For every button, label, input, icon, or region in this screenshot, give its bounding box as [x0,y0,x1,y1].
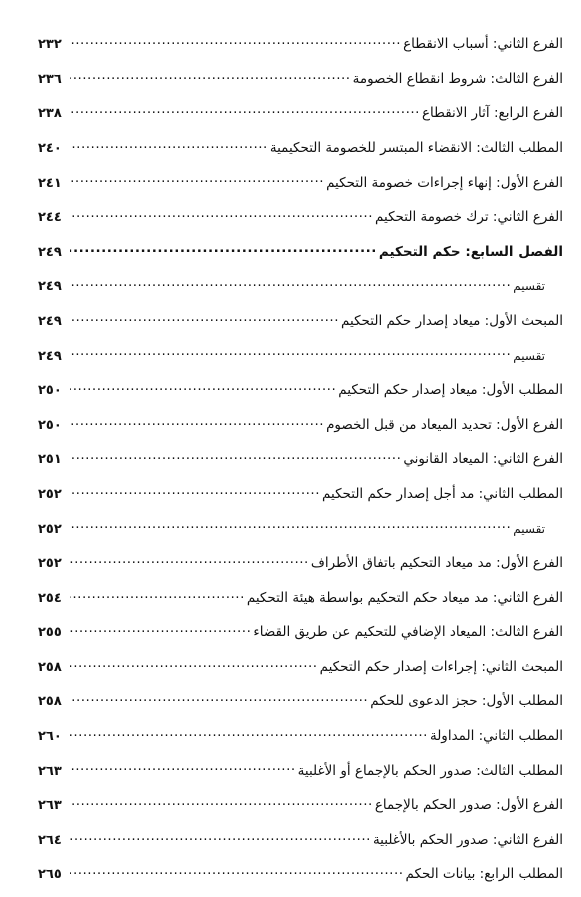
toc-entry-page-number: ٢٣٨ [38,106,62,122]
dot-leader [70,378,336,394]
toc-entry-title: المطلب الثاني: مد أجل إصدار حكم التحكيم [322,485,563,502]
toc-entry [38,516,563,551]
dot-leader [70,828,371,844]
toc-entry-page-number: ٢٦٣ [38,798,62,814]
dot-leader [70,413,324,429]
toc-entry-page-number: ٢٣٢ [38,37,62,53]
toc-entry [38,240,563,275]
toc-entry-page-number: ٢٤٩ [38,348,62,364]
toc-entry [38,482,563,517]
toc-entry-page-number: ٢٥٠ [38,417,62,433]
toc-entry [38,378,563,413]
toc-entry-title: المطلب الأول: حجز الدعوى للحكم [370,693,563,710]
toc-entry-page-number: ٢٥٢ [38,486,62,502]
toc-entry [38,793,563,828]
dot-leader [70,343,511,359]
toc-entry [38,101,563,136]
toc-entry-page-number: ٢٥٢ [38,521,62,537]
toc-entry-title: الفرع الثاني: مد ميعاد حكم التحكيم بواسطة هيئة التحكيم [246,589,563,606]
dot-leader [70,274,511,290]
toc-entry-title: المطلب الثالث: الانقضاء المبتسر للخصومة التحكيمية [269,139,563,156]
toc-entry [38,586,563,621]
dot-leader [70,758,296,774]
toc-entry-title: الفرع الثالث: شروط انقطاع الخصومة [352,70,563,87]
toc-entry-title: المطلب الثالث: صدور الحكم بالإجماع أو الأغلبية [297,762,563,779]
toc-entry-page-number: ٢٥٥ [38,625,62,641]
dot-leader [70,862,404,878]
toc-entry [38,758,563,793]
toc-entry-page-number: ٢٦٠ [38,729,62,745]
dot-leader [70,620,251,636]
toc-entry-page-number: ٢٦٥ [38,867,62,883]
toc-entry [38,828,563,863]
toc-entry [38,655,563,690]
toc-entry-page-number: ٢٥٠ [38,383,62,399]
toc-entry-title: الفرع الثاني: أسباب الانقطاع [403,36,563,53]
toc-entry-page-number: ٢٥٨ [38,659,62,675]
toc-entry-title: الفرع الأول: صدور الحكم بالإجماع [374,797,563,814]
toc-entry [38,136,563,171]
toc-entry [38,205,563,240]
toc-entry [38,551,563,586]
toc-entry-page-number: ٢٤١ [38,175,62,191]
dot-leader [70,170,324,186]
dot-leader [70,67,351,83]
toc-entry-title: تقسيم [513,521,545,536]
toc-entry-page-number: ٢٤٤ [38,210,62,226]
dot-leader [70,205,373,221]
dot-leader [70,724,428,740]
toc-entry-page-number: ٢٤٠ [38,140,62,156]
toc-entry-page-number: ٢٥٢ [38,556,62,572]
dot-leader [70,482,320,498]
dot-leader [70,101,420,117]
toc-entry-page-number: ٢٥٤ [38,590,62,606]
toc-entry [38,274,563,309]
toc-entry-page-number: ٢٥١ [38,452,62,468]
toc-entry-title: تقسيم [513,279,545,294]
toc-entry-page-number: ٢٦٤ [38,832,62,848]
toc-entry [38,32,563,67]
toc-entry-page-number: ٢٤٩ [38,313,62,329]
toc-entry-title: الفرع الأول: تحديد الميعاد من قبل الخصوم [326,416,563,433]
toc-entry-title: تقسيم [513,348,545,363]
toc-entry [38,343,563,378]
toc-entry-title: المطلب الثاني: المداولة [429,728,563,745]
toc-entry-title: المطلب الأول: ميعاد إصدار حكم التحكيم [338,382,563,399]
toc-entry-page-number: ٢٤٩ [38,279,62,295]
toc-entry [38,309,563,344]
toc-entry-page-number: ٢٦٣ [38,763,62,779]
toc-entry [38,447,563,482]
dot-leader [70,586,245,602]
toc-entry [38,724,563,759]
toc-entry-page-number: ٢٤٩ [38,244,62,260]
toc-entry-title: المبحث الثاني: إجراءات إصدار حكم التحكيم [319,658,563,675]
toc-entry-title: الفرع الثاني: صدور الحكم بالأغلبية [372,831,563,848]
dot-leader [70,240,377,256]
toc-entry [38,67,563,102]
toc-entry-page-number: ٢٣٦ [38,71,62,87]
toc-entry-page-number: ٢٥٨ [38,694,62,710]
toc-entry-title: الفرع الثاني: ترك خصومة التحكيم [375,209,563,226]
toc-entry-title: المطلب الرابع: بيانات الحكم [405,866,563,883]
dot-leader [70,447,401,463]
toc-entry [38,620,563,655]
toc-entry [38,413,563,448]
toc-entry [38,862,563,897]
toc-entry-title: الفرع الثاني: الميعاد القانوني [403,451,563,468]
dot-leader [70,32,401,48]
dot-leader [70,136,268,152]
dot-leader [70,655,318,671]
dot-leader [70,516,511,532]
dot-leader [70,689,368,705]
toc-entry-title: الفرع الأول: مد ميعاد التحكيم باتفاق الأطراف [310,555,563,572]
toc-entry-title: الفرع الرابع: آثار الانقطاع [421,105,563,122]
dot-leader [70,309,339,325]
toc-entry-title: الفرع الأول: إنهاء إجراءات خصومة التحكيم [326,174,563,191]
dot-leader [70,793,373,809]
toc-entry-title: الفصل السابع: حكم التحكيم [378,243,563,260]
toc-entry-title: الفرع الثالث: الميعاد الإضافي للتحكيم عن طريق القضاء [253,624,563,641]
toc-entry-title: المبحث الأول: ميعاد إصدار حكم التحكيم [341,312,563,329]
table-of-contents [38,32,563,897]
dot-leader [70,551,309,567]
toc-entry [38,170,563,205]
toc-entry [38,689,563,724]
